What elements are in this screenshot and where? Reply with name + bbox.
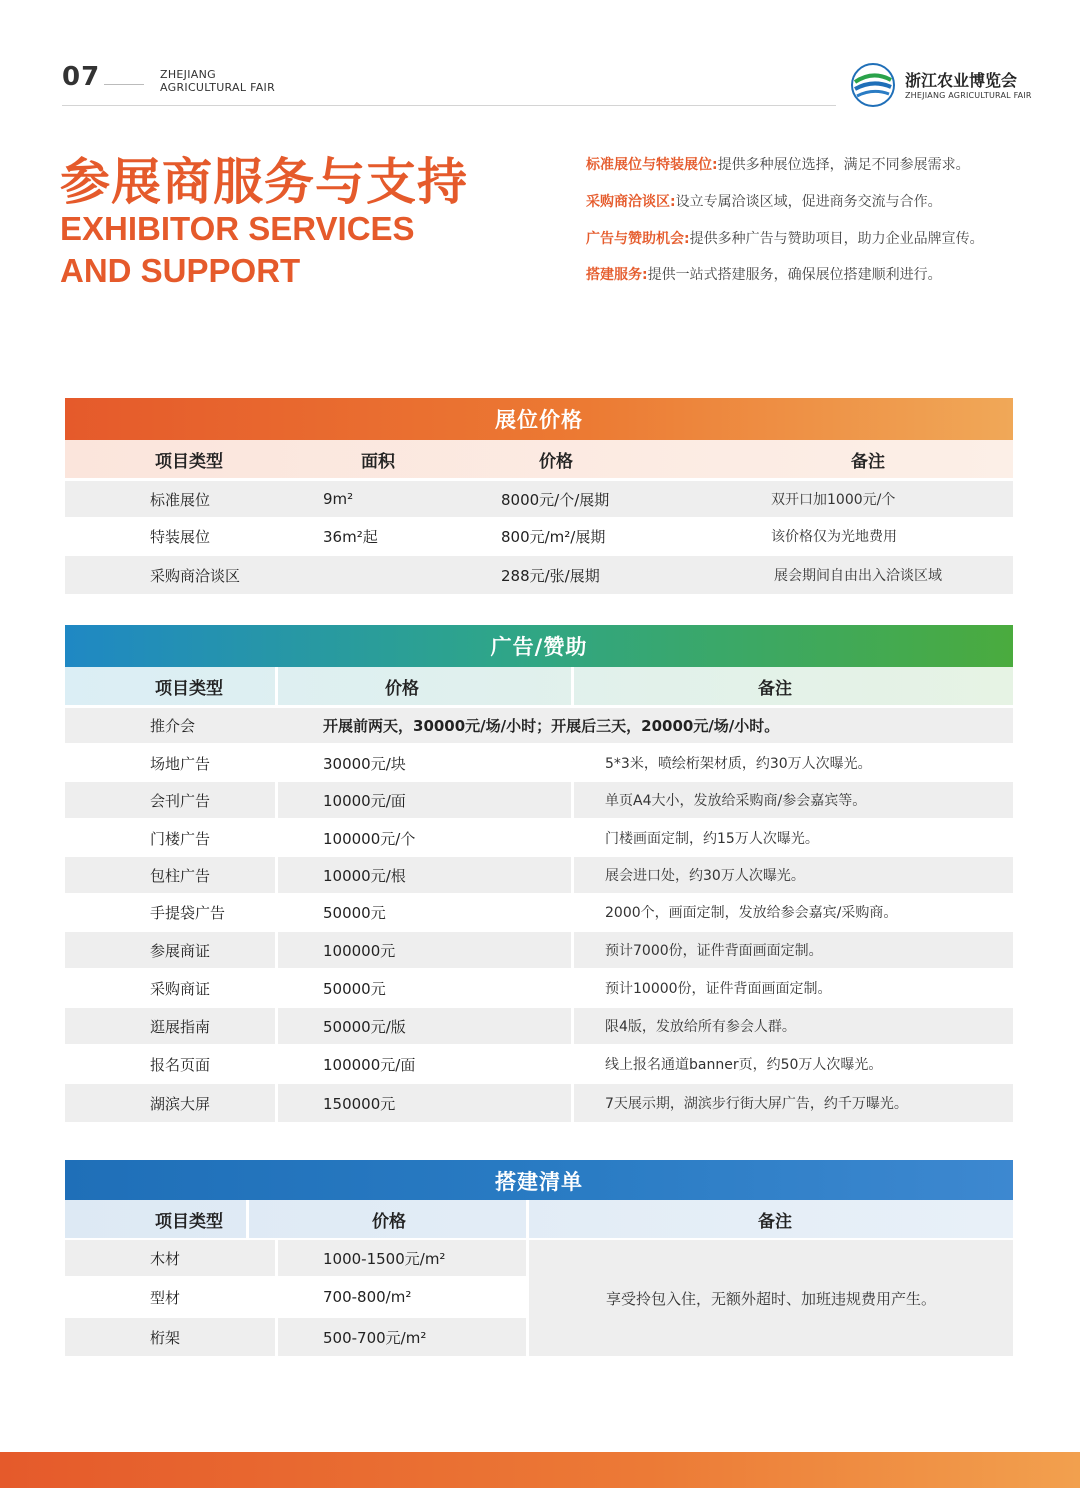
cell-price: 30000元/块 bbox=[323, 754, 406, 773]
cell-note: 5*3米，喷绘桁架材质，约30万人次曝光。 bbox=[605, 756, 872, 772]
cell-type: 报名页面 bbox=[150, 1055, 211, 1074]
cell-type: 湖滨大屏 bbox=[150, 1094, 211, 1113]
cell-type: 参展商证 bbox=[150, 941, 211, 960]
cell-type: 推介会 bbox=[150, 717, 196, 735]
table-row bbox=[65, 518, 1013, 554]
table-row bbox=[65, 1008, 1013, 1044]
column-header: 备注 bbox=[851, 451, 885, 472]
build-table-title: 搭建清单 bbox=[65, 1160, 1013, 1202]
table-row bbox=[65, 820, 1013, 856]
cell-type: 场地广告 bbox=[150, 754, 211, 773]
build-note: 享受拎包入住，无额外超时、加班违规费用产生。 bbox=[605, 1289, 936, 1308]
page-title-en-line1: EXHIBITOR SERVICES bbox=[60, 210, 415, 247]
cell-price: 700-800/m² bbox=[323, 1288, 412, 1306]
table-row bbox=[65, 1278, 526, 1316]
cell-note: 单页A4大小，发放给采购商/参会嘉宾等。 bbox=[605, 793, 867, 809]
column-header: 项目类型 bbox=[155, 1211, 223, 1232]
cell-note: 双开口加1000元/个 bbox=[771, 492, 896, 508]
page-title-en-line2: AND SUPPORT bbox=[60, 252, 301, 289]
cell-type: 手提袋广告 bbox=[150, 903, 226, 922]
column-divider bbox=[275, 667, 278, 705]
table-row bbox=[65, 481, 1013, 517]
cell-type: 木材 bbox=[150, 1249, 181, 1268]
cell-type: 采购商洽谈区 bbox=[150, 566, 241, 585]
fair-logo-icon bbox=[850, 62, 896, 108]
cell-price: 10000元/根 bbox=[323, 866, 406, 885]
column-header: 价格 bbox=[539, 451, 573, 472]
logo-english-name: ZHEJIANG AGRICULTURAL FAIR bbox=[905, 91, 1032, 100]
table-row bbox=[65, 857, 1013, 893]
service-item-advertising bbox=[586, 228, 984, 248]
cell-note: 线上报名通道banner页，约50万人次曝光。 bbox=[605, 1057, 883, 1073]
table-row bbox=[65, 894, 1013, 930]
table-row bbox=[65, 1046, 1013, 1082]
page-title-cn: 参展商服务与支持 bbox=[60, 153, 468, 211]
table-row bbox=[65, 1318, 526, 1356]
cell-price: 50000元 bbox=[323, 903, 386, 922]
service-text: 设立专属洽谈区域，促进商务交流与合作。 bbox=[675, 194, 942, 210]
cell-note: 门楼画面定制，约15万人次曝光。 bbox=[605, 831, 819, 847]
column-header: 项目类型 bbox=[155, 451, 223, 472]
page-number: 07 bbox=[62, 62, 101, 92]
table-row bbox=[65, 1240, 526, 1276]
table-row bbox=[65, 1084, 1013, 1122]
cell-note: 展会期间自由出入洽谈区域 bbox=[774, 568, 942, 584]
cell-type: 会刊广告 bbox=[150, 791, 211, 810]
logo-chinese-name: 浙江农业博览会 bbox=[905, 71, 1018, 90]
cell-price: 50000元 bbox=[323, 979, 386, 998]
table-row bbox=[65, 745, 1013, 781]
service-text: 提供多种广告与赞助项目，助力企业品牌宣传。 bbox=[689, 231, 984, 247]
cell-price: 10000元/面 bbox=[323, 791, 406, 810]
cell-price: 288元/张/展期 bbox=[501, 566, 600, 585]
cell-type: 标准展位 bbox=[150, 490, 211, 509]
cell-type: 采购商证 bbox=[150, 979, 211, 998]
column-header: 备注 bbox=[758, 678, 792, 699]
service-label: 采购商洽谈区: bbox=[586, 194, 676, 210]
cell-type: 逛展指南 bbox=[150, 1017, 211, 1036]
cell-price: 8000元/个/展期 bbox=[501, 490, 610, 509]
column-header: 项目类型 bbox=[155, 678, 223, 699]
build-table-header bbox=[65, 1200, 1013, 1238]
service-label: 标准展位与特装展位: bbox=[586, 157, 718, 173]
table-row bbox=[65, 556, 1013, 594]
build-note-cell bbox=[529, 1240, 1013, 1356]
ad-table-header bbox=[65, 667, 1013, 705]
cell-note: 2000个，画面定制，发放给参会嘉宾/采购商。 bbox=[605, 905, 898, 921]
cell-note: 展会进口处，约30万人次曝光。 bbox=[605, 868, 805, 884]
ad-table-title: 广告/赞助 bbox=[65, 625, 1013, 667]
cell-note: 预计10000份，证件背面画面定制。 bbox=[605, 981, 832, 997]
cell-note: 该价格仅为光地费用 bbox=[771, 529, 897, 545]
header-divider-short bbox=[104, 84, 144, 85]
service-item-negotiation bbox=[586, 191, 942, 211]
cell-area: 9m² bbox=[323, 490, 354, 508]
booth-table-title: 展位价格 bbox=[65, 398, 1013, 440]
cell-promo-detail: 开展前两天，30000元/场/小时；开展后三天，20000元/场/小时。 bbox=[323, 717, 780, 735]
header-rule bbox=[62, 105, 836, 106]
service-text: 提供一站式搭建服务，确保展位搭建顺利进行。 bbox=[647, 267, 942, 283]
cell-note: 7天展示期，湖滨步行街大屏广告，约千万曝光。 bbox=[605, 1096, 908, 1112]
table-row bbox=[65, 932, 1013, 968]
brand-en-line2: AGRICULTURAL FAIR bbox=[160, 81, 276, 94]
cell-type: 桁架 bbox=[150, 1328, 181, 1347]
service-item-booth bbox=[586, 154, 970, 174]
column-header: 价格 bbox=[372, 1211, 406, 1232]
footer-bar bbox=[0, 1452, 1080, 1488]
brand-english bbox=[160, 68, 275, 94]
cell-type: 特装展位 bbox=[150, 527, 211, 546]
cell-area: 36m²起 bbox=[323, 527, 378, 546]
cell-price: 100000元 bbox=[323, 941, 396, 960]
service-item-building bbox=[586, 264, 942, 284]
service-label: 广告与赞助机会: bbox=[586, 231, 690, 247]
booth-table-header bbox=[65, 440, 1013, 478]
table-row-promo bbox=[65, 708, 1013, 743]
cell-price: 100000元/个 bbox=[323, 829, 416, 848]
cell-note: 预计7000份，证件背面画面定制。 bbox=[605, 943, 823, 959]
column-header: 备注 bbox=[758, 1211, 792, 1232]
column-divider bbox=[571, 667, 574, 705]
column-header: 面积 bbox=[361, 451, 395, 472]
table-row bbox=[65, 970, 1013, 1006]
cell-price: 150000元 bbox=[323, 1094, 396, 1113]
cell-note: 限4版，发放给所有参会人群。 bbox=[605, 1019, 796, 1035]
cell-price: 50000元/版 bbox=[323, 1017, 406, 1036]
cell-price: 800元/m²/展期 bbox=[501, 527, 606, 546]
cell-price: 500-700元/m² bbox=[323, 1328, 427, 1347]
column-divider bbox=[246, 1200, 249, 1238]
cell-price: 1000-1500元/m² bbox=[323, 1249, 446, 1268]
cell-type: 型材 bbox=[150, 1288, 181, 1307]
service-text: 提供多种展位选择，满足不同参展需求。 bbox=[717, 157, 970, 173]
cell-type: 门楼广告 bbox=[150, 829, 211, 848]
column-divider bbox=[526, 1200, 529, 1238]
service-label: 搭建服务: bbox=[586, 267, 648, 283]
cell-type: 包柱广告 bbox=[150, 866, 211, 885]
cell-price: 100000元/面 bbox=[323, 1055, 416, 1074]
table-row bbox=[65, 782, 1013, 818]
column-header: 价格 bbox=[385, 678, 419, 699]
brand-en-line1: ZHEJIANG bbox=[160, 68, 216, 81]
